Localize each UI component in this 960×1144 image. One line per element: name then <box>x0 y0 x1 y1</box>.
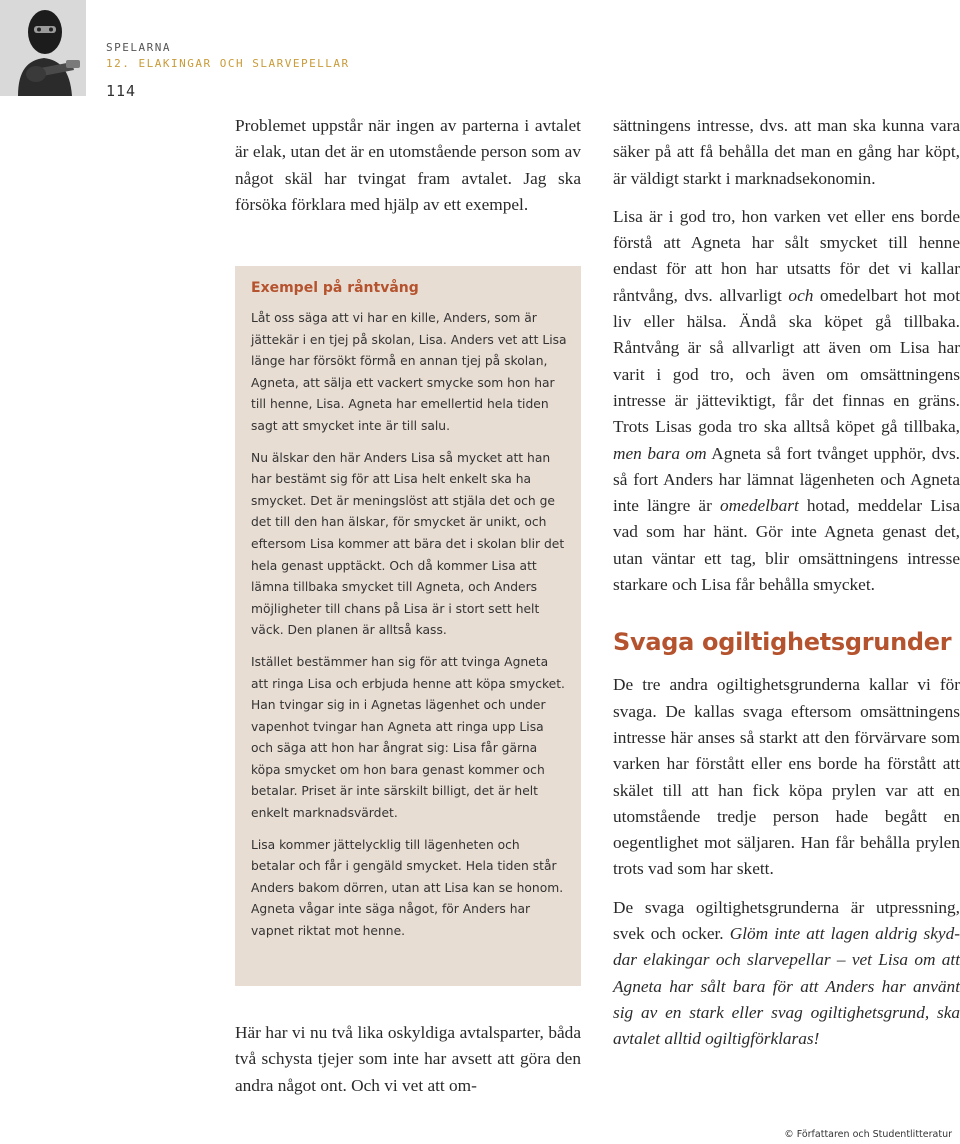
emphasis-text: omedelbart <box>720 496 799 516</box>
emphasis-text: Glöm inte att lagen aldrig skyddar elakingar och slarvepellar – vet Lisa om att Agneta har sålt bara för att Anders har använt sig av en stark eller svag ogiltighetsgrund, ska avtalet alltid ogiltigförklaras! <box>613 924 960 1049</box>
example-box-title: Exempel på råntvång <box>251 280 419 296</box>
example-paragraph-2: Nu älskar den här Anders Lisa så mycket att han har bestämt sig för att Lisa helt enkelt ska ha smycket. Det är meningslöst att stjäla det och ge det till den han älskar, för smycket är unikt, och eftersom Lisa kommer att bära det i skolan blir det hela genast upptäckt. Och då kommer Lisa att lämna tillbaka smycket till Agneta, och Anders möjligheter till chans på Lisa är i stort sett helt väck. Den planen är alltså kass. <box>251 450 565 638</box>
copyright-footer: © Författaren och Studentlitteratur <box>784 1129 952 1140</box>
intro-paragraph: Problemet uppstår när ingen av parterna i avtalet är elak, utan det är en utomstående person som av något skäl har tvingat fram avtalet. Jag ska försöka förklara med hjälp av ett exempel. <box>235 116 581 214</box>
section-heading: Svaga ogiltighetsgrunder <box>613 628 952 657</box>
right-paragraph-1: sättningens intresse, dvs. att man ska kunna vara säker på att få behålla det man en gång har köpt, är väldigt starkt i marknadsekonomin. <box>613 116 960 188</box>
running-header <box>106 40 350 72</box>
chapter-title: 12. ELAKINGAR OCH SLARVEPELLAR <box>106 57 350 70</box>
emphasis-text: och <box>788 285 814 305</box>
right-column <box>613 113 960 1053</box>
right-paragraph-4 <box>613 895 960 1053</box>
text-run: Agneta så fort tvånget upphör, dvs. så fort Anders har lämnat lägenheten och Agneta inte längre är <box>613 443 960 516</box>
masked-gunman-photo <box>0 0 86 96</box>
text-run: Lisa är i god tro, hon varken vet eller ens borde förstå att Agneta har sålt smycket till henne endast för att hon har utsatts för det vi kallar råntvång, dvs. allvarligt <box>613 206 960 305</box>
book-title: SPELARNA <box>106 41 171 54</box>
closing-paragraph: Här har vi nu två lika oskyldiga avtalsparter, båda två schysta tjejer som inte har avsett att göra den andra något ont. Och vi vet att om- <box>235 1023 581 1095</box>
text-run: De svaga ogiltighetsgrunderna är utpressning, svek och ocker. <box>613 897 960 944</box>
left-column-closing <box>235 1020 581 1099</box>
left-column-intro <box>235 113 581 218</box>
example-paragraph-3: Istället bestämmer han sig för att tvinga Agneta att ringa Lisa och erbjuda henne att köpa smycket. Han tvingar sig in i Agnetas lägenhet och under vapenhot tvingar han Agneta att ringa upp Lisa och säga att hon har ångrat sig: Lisa får gärna köpa smycket om hon bara genast kommer och betalar. Priset är inte särskilt billigt, det är helt enkelt marknadsvärdet. <box>251 654 565 821</box>
masked-gunman-icon <box>0 0 86 96</box>
example-paragraph-1: Låt oss säga att vi har en kille, Anders, som är jättekär i en tjej på skolan, Lisa. Anders vet att Lisa länge har försökt förmå en annan tjej på skolan, Agneta, att sälja ett vackert smycke som hon har till henne, Lisa. Agneta har emellertid hela tiden sagt att smycket inte är till salu. <box>251 311 567 433</box>
example-box <box>235 266 581 986</box>
text-run: hotad, meddelar Lisa vad som har hänt. Gör inte Agneta genast det, utan väntar ett tag, blir omsättningens intresse starkare och Lisa får behålla smycket. <box>613 496 960 595</box>
example-paragraph-4: Lisa kommer jättelycklig till lägenheten och betalar och får i gengäld smycket. Hela tiden står Anders bakom dörren, utan att Lisa kan se honom. Agneta vågar inte säga något, för Anders har vapnet riktat mot henne. <box>251 837 564 939</box>
right-paragraph-3: De tre andra ogiltighetsgrunderna kallar vi för svaga. De kallas svaga eftersom omsättningens intresse här anses så starkt att den förvärvare som varken har förstått eller ens borde ha förstått att skälet till att han fick köpa prylen var att en utomstående tredje person hade begått en oegentlighet mot säljaren. Han får behålla prylen trots vad som har skett. <box>613 675 960 879</box>
text-run: omedelbart hot mot liv eller hälsa. Ändå ska köpet gå tillbaka. Råntvång är så allvarligt att även om Lisa har varit i god tro, och även om omsättningens intresse är jätteviktigt, får det finnas en gräns. Trots Lisas goda tro ska alltså köpet gå tillbaka, <box>613 285 960 437</box>
right-paragraph-2 <box>613 204 960 598</box>
page-number: 114 <box>106 82 137 100</box>
emphasis-text: men bara om <box>613 443 707 463</box>
